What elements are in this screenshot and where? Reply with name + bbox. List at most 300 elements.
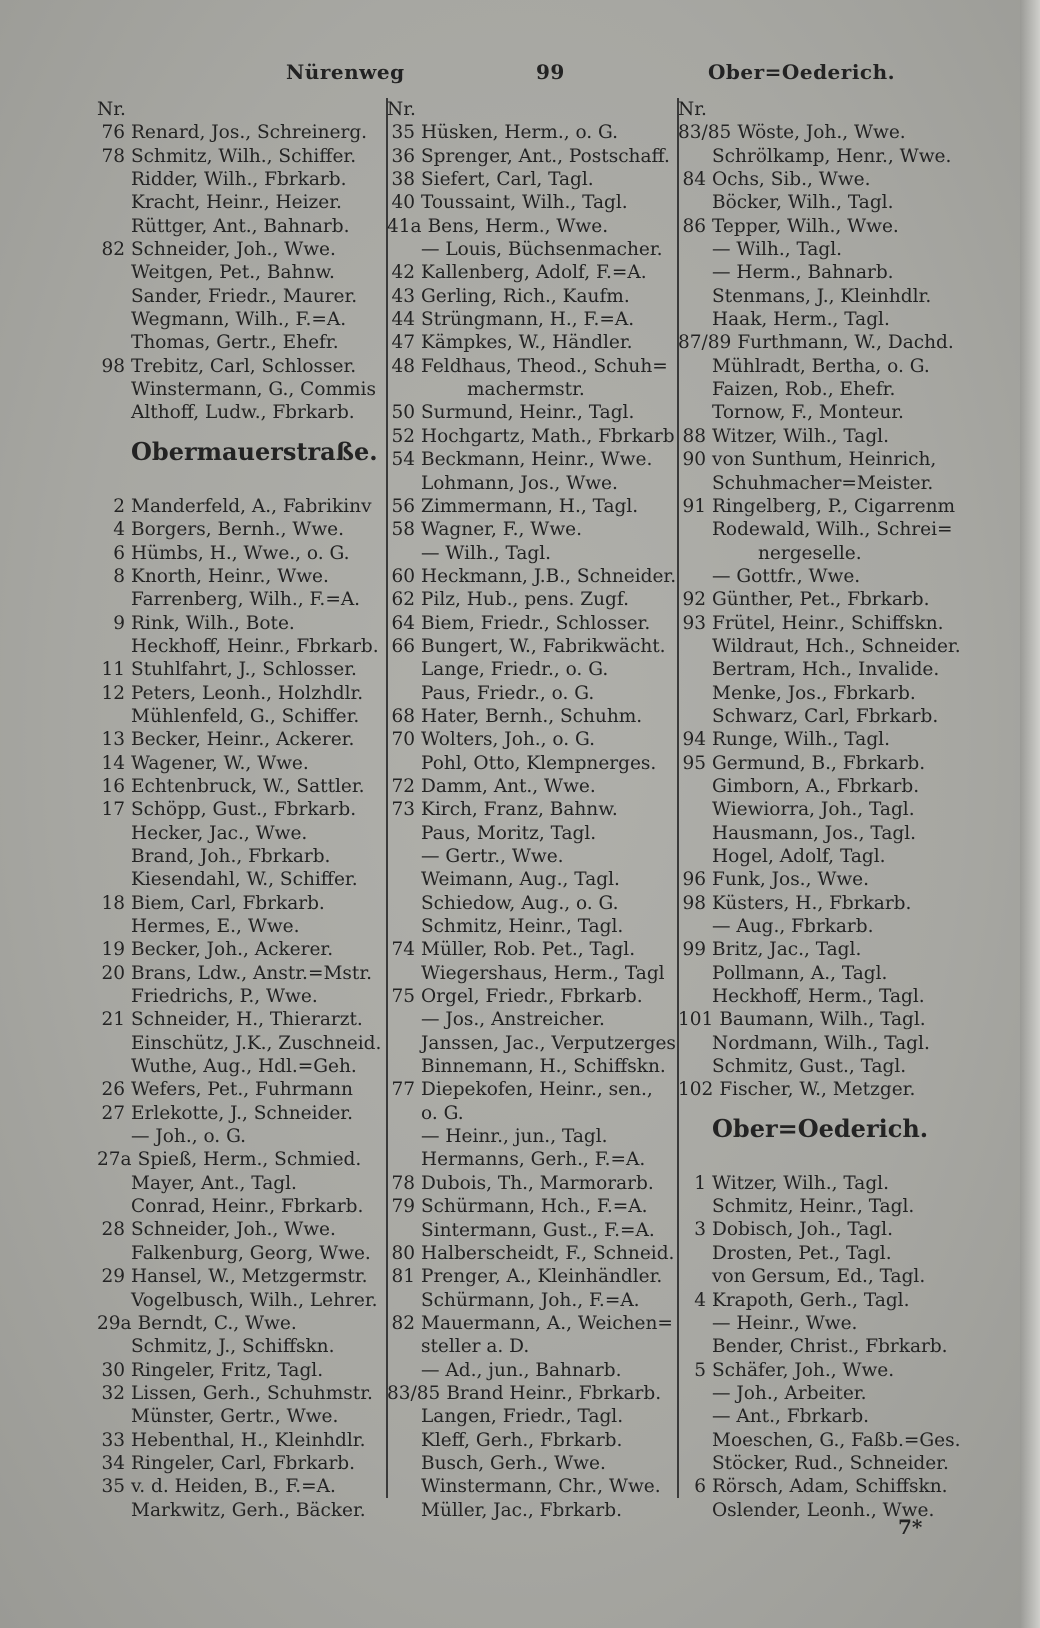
address-entry-continuation: Paus, Moritz, Tagl. bbox=[421, 822, 597, 844]
resident-text: Schürmann, Hch., F.=A. bbox=[421, 1196, 648, 1218]
house-number: 94 bbox=[682, 729, 706, 751]
house-number: 83/85 bbox=[387, 1382, 441, 1404]
address-entry-continuation: Lohmann, Jos., Wwe. bbox=[421, 472, 618, 494]
resident-text: Ringeler, Fritz, Tagl. bbox=[131, 1359, 324, 1381]
address-entry-continuation: Schmitz, Heinr., Tagl. bbox=[421, 916, 624, 938]
resident-text: Bens, Herm., Wwe. bbox=[427, 215, 609, 237]
address-entry-continuation: Wiewiorra, Joh., Tagl. bbox=[712, 799, 915, 821]
resident-text: Toussaint, Wilh., Tagl. bbox=[421, 192, 628, 214]
house-number: 54 bbox=[391, 449, 415, 471]
address-entry bbox=[678, 1218, 968, 1241]
address-entry-continuation: Kiesendahl, W., Schiffer. bbox=[131, 869, 358, 891]
resident-text: Schöpp, Gust., Fbrkarb. bbox=[131, 799, 357, 821]
house-number: 58 bbox=[391, 519, 415, 541]
house-number: 3 bbox=[694, 1219, 706, 1241]
resident-text: v. d. Heiden, B., F.=A. bbox=[131, 1476, 336, 1498]
address-entry bbox=[678, 728, 968, 751]
address-entry bbox=[678, 121, 968, 144]
house-number: 42 bbox=[391, 262, 415, 284]
house-number: 41a bbox=[387, 215, 422, 237]
address-entry bbox=[97, 145, 387, 168]
address-entry-continuation: Kracht, Heinr., Heizer. bbox=[131, 192, 342, 214]
address-entry bbox=[97, 1429, 387, 1452]
address-entry-continuation: Pollmann, A., Tagl. bbox=[712, 962, 888, 984]
address-entry bbox=[97, 728, 387, 751]
house-number: 90 bbox=[682, 449, 706, 471]
address-entry bbox=[97, 682, 387, 705]
address-entry bbox=[387, 1172, 677, 1195]
address-entry bbox=[387, 495, 677, 518]
address-entry bbox=[97, 355, 387, 378]
resident-text: Bungert, W., Fabrikwächt. bbox=[421, 635, 666, 657]
address-entry bbox=[678, 215, 968, 238]
address-entry bbox=[97, 1102, 387, 1125]
house-number: 5 bbox=[694, 1359, 706, 1381]
resident-text: Rörsch, Adam, Schiffskn. bbox=[712, 1476, 948, 1498]
resident-text: Dubois, Th., Marmorarb. bbox=[421, 1172, 654, 1194]
house-number: 28 bbox=[101, 1219, 125, 1241]
house-number: 79 bbox=[391, 1196, 415, 1218]
resident-text: Spieß, Herm., Schmied. bbox=[137, 1149, 362, 1171]
address-entry bbox=[97, 1008, 387, 1031]
resident-text: Britz, Jac., Tagl. bbox=[712, 939, 862, 961]
resident-text: Witzer, Wilh., Tagl. bbox=[712, 1172, 889, 1194]
address-entry-continuation: Mühlenfeld, G., Schiffer. bbox=[131, 705, 360, 727]
address-entry bbox=[97, 1265, 387, 1288]
address-entry bbox=[387, 1242, 677, 1265]
address-entry bbox=[678, 1359, 968, 1382]
address-entry bbox=[387, 308, 677, 331]
house-number: 99 bbox=[682, 939, 706, 961]
house-number: 6 bbox=[694, 1476, 706, 1498]
address-entry-continuation: Faizen, Rob., Ehefr. bbox=[712, 379, 896, 401]
address-entry-continuation: Schuhmacher=Meister. bbox=[712, 472, 934, 494]
address-entry bbox=[678, 331, 968, 354]
house-number: 35 bbox=[391, 122, 415, 144]
house-number: 87/89 bbox=[678, 332, 732, 354]
address-entry bbox=[678, 1078, 968, 1101]
address-entry bbox=[97, 495, 387, 518]
address-entry-continuation: Schmitz, J., Schiffskn. bbox=[131, 1336, 335, 1358]
house-number: 26 bbox=[101, 1079, 125, 1101]
address-entry bbox=[97, 775, 387, 798]
address-entry-continuation: Vogelbusch, Wilh., Lehrer. bbox=[131, 1289, 378, 1311]
address-entry-continuation: — Joh., Arbeiter. bbox=[712, 1382, 867, 1404]
address-entry bbox=[678, 1172, 968, 1195]
house-number: 70 bbox=[391, 729, 415, 751]
house-number: 75 bbox=[391, 986, 415, 1008]
resident-text: Günther, Pet., Fbrkarb. bbox=[712, 589, 930, 611]
signature-mark: 7* bbox=[898, 1515, 923, 1539]
address-entry bbox=[387, 448, 677, 471]
house-number: 38 bbox=[391, 169, 415, 191]
header-right-street: Ober=Oederich. bbox=[708, 60, 896, 84]
address-entry bbox=[678, 495, 968, 518]
address-entry bbox=[387, 145, 677, 168]
address-entry bbox=[97, 1475, 387, 1498]
house-number: 4 bbox=[694, 1289, 706, 1311]
address-entry-continuation: Drosten, Pet., Tagl. bbox=[712, 1242, 892, 1264]
address-entry bbox=[387, 121, 677, 144]
resident-text: Sprenger, Ant., Postschaff. bbox=[421, 145, 670, 167]
address-entry-continuation: Einschütz, J.K., Zuschneid. bbox=[131, 1032, 382, 1054]
house-number: 102 bbox=[678, 1079, 714, 1101]
resident-text: Orgel, Friedr., Fbrkarb. bbox=[421, 986, 643, 1008]
resident-text: von Sunthum, Heinrich, bbox=[712, 449, 937, 471]
house-number: 84 bbox=[682, 169, 706, 191]
address-entry-continuation: Bertram, Hch., Invalide. bbox=[712, 659, 940, 681]
address-entry-continuation: Heckhoff, Heinr., Fbrkarb. bbox=[131, 635, 379, 657]
house-number: 16 bbox=[101, 775, 125, 797]
resident-text: Küsters, H., Fbrkarb. bbox=[712, 892, 912, 914]
address-entry bbox=[387, 1382, 677, 1405]
resident-text: Berndt, C., Wwe. bbox=[137, 1312, 297, 1334]
address-entry-continuation: Weimann, Aug., Tagl. bbox=[421, 869, 620, 891]
resident-text: Wagener, W., Wwe. bbox=[131, 752, 309, 774]
address-entry bbox=[97, 752, 387, 775]
house-number: 82 bbox=[101, 239, 125, 261]
resident-text: Wolters, Joh., o. G. bbox=[421, 729, 595, 751]
address-entry bbox=[97, 238, 387, 261]
house-number: 72 bbox=[391, 775, 415, 797]
column-3 bbox=[678, 98, 968, 1522]
resident-text: Damm, Ant., Wwe. bbox=[421, 775, 596, 797]
resident-text: Prenger, A., Kleinhändler. bbox=[421, 1266, 663, 1288]
address-entry bbox=[387, 425, 677, 448]
address-entry-continuation: Menke, Jos., Fbrkarb. bbox=[712, 682, 916, 704]
resident-text: Echtenbruck, W., Sattler. bbox=[131, 775, 365, 797]
address-entry-continuation: Schwarz, Carl, Fbrkarb. bbox=[712, 705, 939, 727]
address-entry bbox=[387, 261, 677, 284]
address-entry bbox=[678, 938, 968, 961]
house-number: 50 bbox=[391, 402, 415, 424]
number-column-label: Nr. bbox=[97, 99, 126, 120]
address-entry-continuation: Weitgen, Pet., Bahnw. bbox=[131, 262, 335, 284]
resident-text: Dobisch, Joh., Tagl. bbox=[712, 1219, 893, 1241]
address-entry-continuation: Pohl, Otto, Klempnerges. bbox=[421, 752, 657, 774]
address-entry-continuation: Winstermann, G., Commis bbox=[131, 379, 376, 401]
resident-text: Manderfeld, A., Fabrikinv bbox=[131, 495, 372, 517]
house-number: 9 bbox=[113, 612, 125, 634]
resident-text: Halberscheidt, F., Schneid. bbox=[421, 1242, 675, 1264]
resident-text: Wöste, Joh., Wwe. bbox=[737, 122, 906, 144]
resident-text: Peters, Leonh., Holzhdlr. bbox=[131, 682, 364, 704]
resident-text: Lissen, Gerh., Schuhmstr. bbox=[131, 1382, 373, 1404]
resident-text: Wefers, Pet., Fuhrmann bbox=[131, 1079, 353, 1101]
address-entry-continuation: Brand, Joh., Fbrkarb. bbox=[131, 845, 331, 867]
address-entry bbox=[678, 425, 968, 448]
house-number: 21 bbox=[101, 1009, 125, 1031]
resident-text: Wagner, F., Wwe. bbox=[421, 519, 582, 541]
address-entry-continuation: Gimborn, A., Fbrkarb. bbox=[712, 775, 920, 797]
address-entry-continuation: Wegmann, Wilh., F.=A. bbox=[131, 309, 347, 331]
address-entry bbox=[387, 401, 677, 424]
house-number: 32 bbox=[101, 1382, 125, 1404]
resident-text: Ringeler, Carl, Fbrkarb. bbox=[131, 1452, 356, 1474]
address-entry-continuation: Mühlradt, Bertha, o. G. bbox=[712, 355, 930, 377]
number-column-label: Nr. bbox=[387, 99, 416, 120]
house-number: 98 bbox=[101, 355, 125, 377]
address-entry bbox=[97, 1148, 387, 1171]
address-entry bbox=[387, 705, 677, 728]
address-entry-continuation: Kleff, Gerh., Fbrkarb. bbox=[421, 1429, 623, 1451]
house-number: 30 bbox=[101, 1359, 125, 1381]
address-entry-continuation: Schmitz, Gust., Tagl. bbox=[712, 1056, 907, 1078]
house-number: 27 bbox=[101, 1102, 125, 1124]
address-entry-continuation: Friedrichs, P., Wwe. bbox=[131, 986, 318, 1008]
address-entry bbox=[97, 1312, 387, 1335]
address-entry bbox=[387, 775, 677, 798]
address-entry-continuation: Busch, Gerh., Wwe. bbox=[421, 1452, 606, 1474]
resident-text: Schäfer, Joh., Wwe. bbox=[712, 1359, 895, 1381]
address-entry bbox=[97, 798, 387, 821]
address-entry-continuation: Ridder, Wilh., Fbrkarb. bbox=[131, 169, 347, 191]
resident-text: Feldhaus, Theod., Schuh= bbox=[421, 355, 668, 377]
resident-text: Renard, Jos., Schreinerg. bbox=[131, 122, 368, 144]
house-number: 1 bbox=[694, 1172, 706, 1194]
address-entry-continuation: Winstermann, Chr., Wwe. bbox=[421, 1476, 661, 1498]
address-entry bbox=[97, 565, 387, 588]
address-entry bbox=[678, 892, 968, 915]
address-entry-continuation: Schrölkamp, Henr., Wwe. bbox=[712, 145, 952, 167]
address-entry-continuation: — Wilh., Tagl. bbox=[421, 542, 552, 564]
address-entry-continuation: Moeschen, G., Faßb.=Ges. bbox=[712, 1429, 961, 1451]
address-entry bbox=[97, 518, 387, 541]
house-number: 66 bbox=[391, 635, 415, 657]
address-entry bbox=[387, 588, 677, 611]
resident-text: Hüsken, Herm., o. G. bbox=[421, 122, 619, 144]
resident-text: Furthmann, W., Dachd. bbox=[737, 332, 954, 354]
address-entry bbox=[678, 168, 968, 191]
resident-text: Hümbs, H., Wwe., o. G. bbox=[131, 542, 350, 564]
house-number: 78 bbox=[101, 145, 125, 167]
house-number: 8 bbox=[113, 565, 125, 587]
address-entry-continuation: Thomas, Gertr., Ehefr. bbox=[131, 332, 339, 354]
column-2 bbox=[387, 98, 677, 1522]
house-number: 81 bbox=[391, 1266, 415, 1288]
address-entry bbox=[678, 752, 968, 775]
resident-text: Brand Heinr., Fbrkarb. bbox=[446, 1382, 662, 1404]
resident-text: Schneider, Joh., Wwe. bbox=[131, 239, 336, 261]
resident-text: Tepper, Wilh., Wwe. bbox=[712, 215, 899, 237]
street-heading: Obermauerstraße. bbox=[131, 436, 378, 466]
address-entry bbox=[97, 1452, 387, 1475]
house-number: 62 bbox=[391, 589, 415, 611]
resident-text: Strüngmann, H., F.=A. bbox=[421, 309, 635, 331]
address-entry bbox=[678, 1289, 968, 1312]
house-number: 34 bbox=[101, 1452, 125, 1474]
resident-text: Becker, Joh., Ackerer. bbox=[131, 939, 334, 961]
resident-text: Kämpkes, W., Händler. bbox=[421, 332, 633, 354]
address-entry-continuation: Janssen, Jac., Verputzerges bbox=[421, 1032, 676, 1054]
address-entry-continuation: Hausmann, Jos., Tagl. bbox=[712, 822, 916, 844]
address-entry-continuation: Müller, Jac., Fbrkarb. bbox=[421, 1499, 622, 1521]
address-entry-continuation: Falkenburg, Georg, Wwe. bbox=[131, 1242, 371, 1264]
address-entry-continuation: Mayer, Ant., Tagl. bbox=[131, 1172, 297, 1194]
address-entry bbox=[387, 168, 677, 191]
resident-text: Siefert, Carl, Tagl. bbox=[421, 169, 594, 191]
resident-text: Schneider, Joh., Wwe. bbox=[131, 1219, 336, 1241]
house-number: 33 bbox=[101, 1429, 125, 1451]
house-number: 17 bbox=[101, 799, 125, 821]
house-number: 98 bbox=[682, 892, 706, 914]
address-entry bbox=[387, 191, 677, 214]
house-number: 95 bbox=[682, 752, 706, 774]
address-entry-continuation: nergeselle. bbox=[758, 542, 862, 564]
address-entry-continuation: — Gertr., Wwe. bbox=[421, 846, 564, 867]
resident-text: Beckmann, Heinr., Wwe. bbox=[421, 449, 653, 471]
house-number: 40 bbox=[391, 192, 415, 214]
address-entry bbox=[387, 938, 677, 961]
address-entry bbox=[97, 612, 387, 635]
address-entry-continuation: Stöcker, Rud., Schneider. bbox=[712, 1452, 949, 1474]
resident-text: Frütel, Heinr., Schiffskn. bbox=[712, 612, 944, 634]
address-entry bbox=[97, 962, 387, 985]
address-entry-continuation: — Joh., o. G. bbox=[131, 1126, 247, 1148]
house-number: 20 bbox=[101, 962, 125, 984]
house-number: 96 bbox=[682, 869, 706, 891]
address-entry-continuation: Paus, Friedr., o. G. bbox=[421, 682, 595, 704]
house-number: 73 bbox=[391, 799, 415, 821]
resident-text: Pilz, Hub., pens. Zugf. bbox=[421, 589, 629, 611]
house-number: 11 bbox=[101, 659, 125, 681]
resident-text: Hebenthal, H., Kleinhdlr. bbox=[131, 1429, 366, 1451]
house-number: 93 bbox=[682, 612, 706, 634]
address-entry bbox=[97, 892, 387, 915]
resident-text: Fischer, W., Metzger. bbox=[719, 1079, 916, 1101]
address-entry bbox=[387, 728, 677, 751]
resident-text: Surmund, Heinr., Tagl. bbox=[421, 402, 635, 424]
address-entry-continuation: o. G. bbox=[421, 1102, 464, 1124]
resident-text: Schmitz, Wilh., Schiffer. bbox=[131, 145, 357, 167]
house-number: 83/85 bbox=[678, 122, 732, 144]
house-number: 6 bbox=[113, 542, 125, 564]
address-entry-continuation: Lange, Friedr., o. G. bbox=[421, 659, 609, 681]
address-entry-continuation: Wildraut, Hch., Schneider. bbox=[712, 635, 961, 657]
address-entry-continuation: Heckhoff, Herm., Tagl. bbox=[712, 986, 925, 1008]
address-entry bbox=[387, 565, 677, 588]
resident-text: Biem, Carl, Fbrkarb. bbox=[131, 892, 325, 914]
address-entry-continuation: steller a. D. bbox=[421, 1336, 530, 1358]
address-entry-continuation: Wuthe, Aug., Hdl.=Geh. bbox=[131, 1056, 357, 1078]
house-number: 74 bbox=[391, 939, 415, 961]
address-entry bbox=[97, 121, 387, 144]
address-entry bbox=[97, 658, 387, 681]
resident-text: Germund, B., Fbrkarb. bbox=[712, 752, 926, 774]
address-entry bbox=[387, 1265, 677, 1288]
house-number: 19 bbox=[101, 939, 125, 961]
page-number: 99 bbox=[536, 60, 565, 84]
address-entry bbox=[387, 331, 677, 354]
house-number: 36 bbox=[391, 145, 415, 167]
address-entry bbox=[97, 1078, 387, 1101]
address-entry bbox=[387, 1078, 677, 1101]
house-number: 48 bbox=[391, 355, 415, 377]
house-number: 29 bbox=[101, 1266, 125, 1288]
resident-text: Brans, Ldw., Anstr.=Mstr. bbox=[131, 962, 373, 984]
address-entry-continuation: Hermes, E., Wwe. bbox=[131, 916, 300, 937]
resident-text: Hochgartz, Math., Fbrkarb bbox=[421, 425, 675, 447]
resident-text: Gerling, Rich., Kaufm. bbox=[421, 285, 630, 307]
address-entry-continuation: Markwitz, Gerh., Bäcker. bbox=[131, 1499, 366, 1521]
address-entry-continuation: Sander, Friedr., Maurer. bbox=[131, 285, 358, 307]
address-entry-continuation: Langen, Friedr., Tagl. bbox=[421, 1406, 624, 1428]
house-number: 4 bbox=[113, 519, 125, 541]
address-entry-continuation: Oslender, Leonh., Wwe. bbox=[712, 1499, 935, 1521]
address-entry-continuation: Hogel, Adolf, Tagl. bbox=[712, 846, 886, 867]
house-number: 60 bbox=[391, 565, 415, 587]
address-entry-continuation: Schürmann, Joh., F.=A. bbox=[421, 1289, 640, 1311]
address-entry-continuation: Wiegershaus, Herm., Tagl bbox=[421, 962, 665, 984]
house-number: 47 bbox=[391, 332, 415, 354]
column-1 bbox=[97, 98, 387, 1522]
header-left-street: Nürenweg bbox=[286, 60, 405, 84]
resident-text: Runge, Wilh., Tagl. bbox=[712, 729, 890, 751]
address-entry bbox=[387, 285, 677, 308]
address-entry-continuation: Tornow, F., Monteur. bbox=[712, 402, 904, 424]
house-number: 12 bbox=[101, 682, 125, 704]
address-entry bbox=[387, 985, 677, 1008]
address-entry bbox=[387, 798, 677, 821]
address-entry-continuation: machermstr. bbox=[467, 379, 585, 401]
address-entry bbox=[678, 588, 968, 611]
address-entry-continuation: — Wilh., Tagl. bbox=[712, 239, 843, 261]
address-entry-continuation: — Heinr., jun., Tagl. bbox=[421, 1126, 608, 1148]
resident-text: Rink, Wilh., Bote. bbox=[131, 612, 295, 634]
address-entry-continuation: Böcker, Wilh., Tagl. bbox=[712, 192, 894, 214]
address-entry bbox=[387, 635, 677, 658]
address-entry-continuation: Sintermann, Gust., F.=A. bbox=[421, 1219, 655, 1241]
resident-text: Stuhlfahrt, J., Schlosser. bbox=[131, 659, 357, 681]
house-number: 82 bbox=[391, 1312, 415, 1334]
resident-text: Schneider, H., Thierarzt. bbox=[131, 1009, 363, 1031]
address-entry bbox=[387, 612, 677, 635]
house-number: 76 bbox=[101, 122, 125, 144]
house-number: 56 bbox=[391, 495, 415, 517]
address-entry bbox=[678, 868, 968, 891]
house-number: 64 bbox=[391, 612, 415, 634]
resident-text: Krapoth, Gerh., Tagl. bbox=[712, 1289, 910, 1311]
house-number: 78 bbox=[391, 1172, 415, 1194]
address-entry-continuation: Nordmann, Wilh., Tagl. bbox=[712, 1032, 930, 1054]
address-entry-continuation: Hecker, Jac., Wwe. bbox=[131, 822, 308, 844]
house-number: 88 bbox=[682, 425, 706, 447]
address-entry-continuation: Schiedow, Aug., o. G. bbox=[421, 892, 619, 914]
address-entry-continuation: Althoff, Ludw., Fbrkarb. bbox=[131, 402, 355, 424]
resident-text: Erlekotte, J., Schneider. bbox=[131, 1102, 353, 1124]
address-entry-continuation: — Herm., Bahnarb. bbox=[712, 262, 894, 284]
address-entry bbox=[97, 938, 387, 961]
address-entry-continuation: Münster, Gertr., Wwe. bbox=[131, 1406, 339, 1428]
address-entry-continuation: — Heinr., Wwe. bbox=[712, 1312, 858, 1334]
address-entry-continuation: — Louis, Büchsenmacher. bbox=[421, 239, 663, 261]
address-entry-continuation: Haak, Herm., Tagl. bbox=[712, 309, 890, 331]
address-entry bbox=[97, 1382, 387, 1405]
address-entry-continuation: — Ant., Fbrkarb. bbox=[712, 1406, 870, 1428]
address-entry-continuation: — Ad., jun., Bahnarb. bbox=[421, 1359, 622, 1381]
house-number: 35 bbox=[101, 1476, 125, 1498]
resident-text: Hater, Bernh., Schuhm. bbox=[421, 705, 643, 727]
resident-text: Baumann, Wilh., Tagl. bbox=[719, 1009, 926, 1031]
resident-text: Zimmermann, H., Tagl. bbox=[421, 495, 639, 517]
house-number: 68 bbox=[391, 705, 415, 727]
resident-text: Trebitz, Carl, Schlosser. bbox=[131, 355, 357, 377]
resident-text: Hansel, W., Metzgermstr. bbox=[131, 1266, 368, 1288]
house-number: 18 bbox=[101, 892, 125, 914]
street-heading: Ober=Oederich. bbox=[712, 1113, 929, 1143]
resident-text: Funk, Jos., Wwe. bbox=[712, 869, 870, 891]
address-entry bbox=[387, 518, 677, 541]
